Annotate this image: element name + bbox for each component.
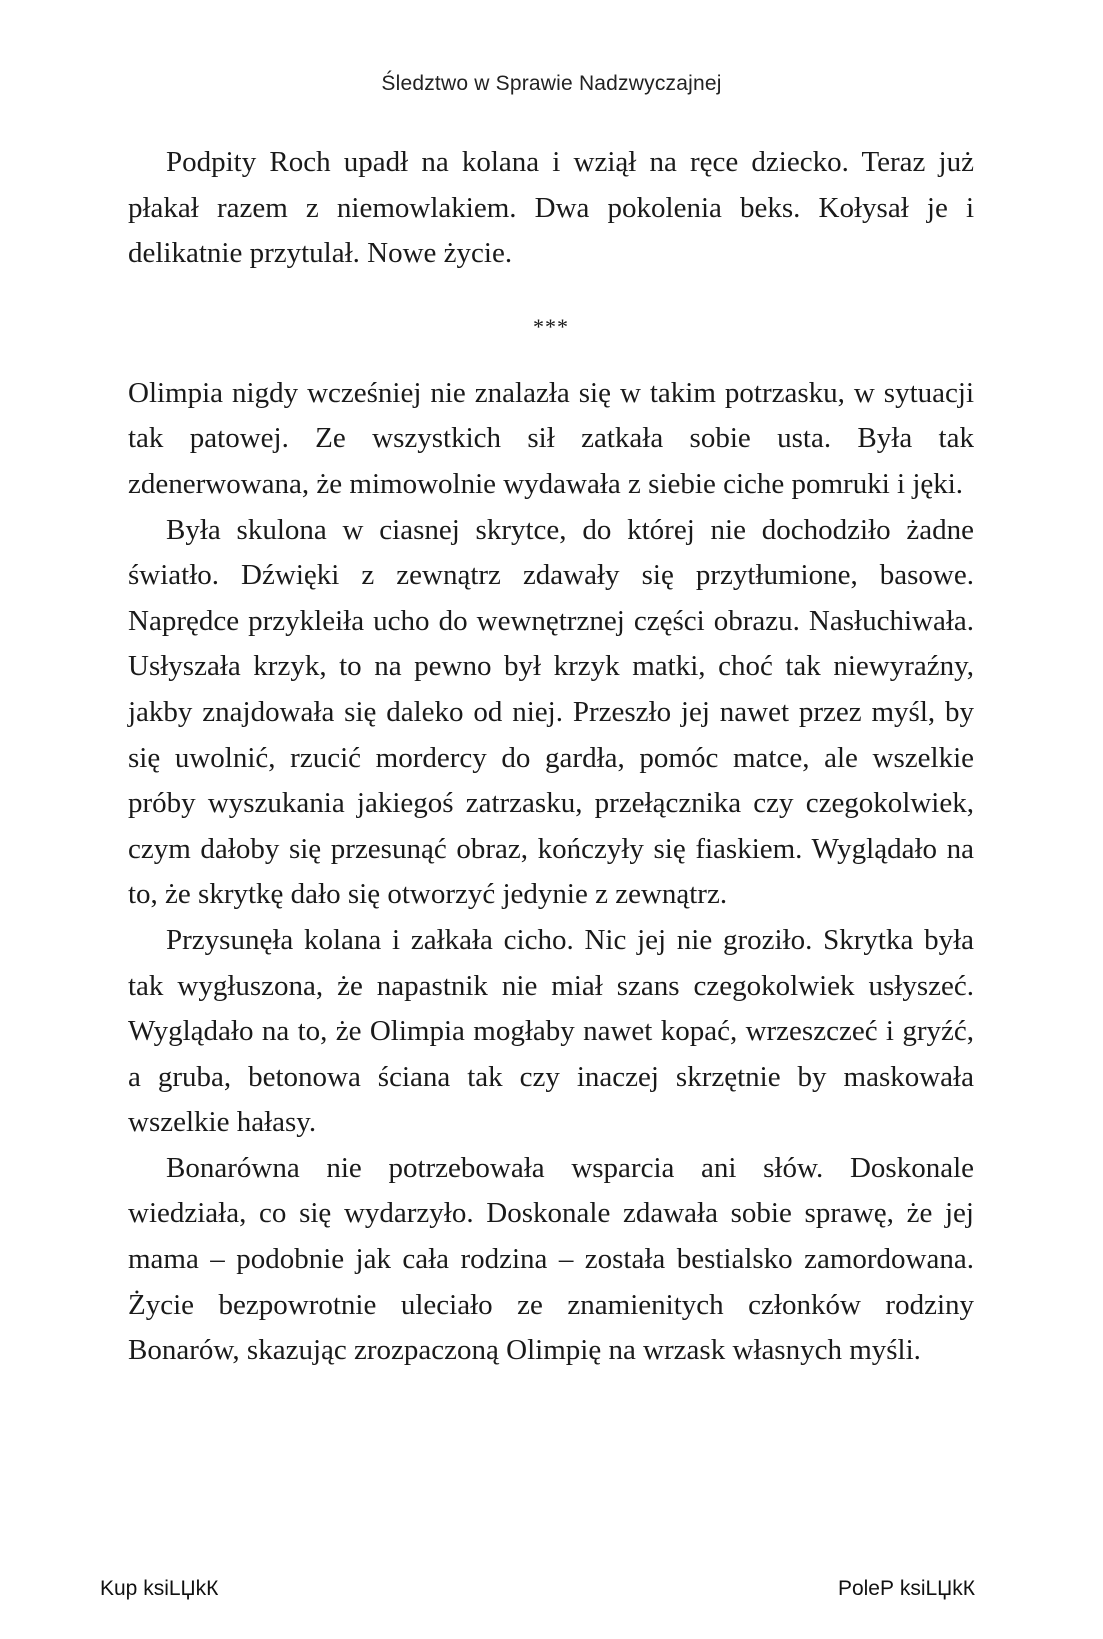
page-body (128, 140, 974, 1374)
scene-break: *** (533, 313, 569, 339)
paragraph: Olimpia nigdy wcześniej nie znalazła się w takim potrzasku, w sytuacji tak patowej. Ze wszystkich sił zatkała sobie usta. Była tak zdenerwowana, że mimowolnie wydawała z siebie ciche pomruki i jęki. (128, 376, 974, 500)
running-header: Śledztwo w Sprawie Nadzwyczajnej (381, 72, 722, 95)
paragraph: Podpity Roch upadł na kolana i wziął na ręce dziecko. Teraz już płakał razem z niemowlakiem. Dwa pokolenia beks. Kołysał je i delikatnie przytulał. Nowe życie. (128, 146, 974, 270)
buy-book-link[interactable]: Kup ksiLЏkК (100, 1577, 219, 1600)
paragraph: Bonarówna nie potrzebowała wsparcia ani słów. Doskonale wiedziała, co się wydarzyło. Doskonale zdawała sobie sprawę, że jej mama – podobnie jak cała rodzina – została bestialsko zamordowana. Życie bezpowrotnie uleciało ze znamienitych członków rodziny Bonarów, skazując zrozpaczoną Olimpię na wrzask własnych myśli. (128, 1151, 974, 1367)
paragraph: Przysunęła kolana i załkała cicho. Nic jej nie groziło. Skrytka była tak wygłuszona, że napastnik nie miał szans czegokolwiek usłyszeć. Wyglądało na to, że Olimpia mogłaby nawet kopać, wrzeszczeć i gryźć, a gruba, betonowa ściana tak czy inaczej skrzętnie by maskowała wszelkie hałasy. (128, 923, 974, 1139)
recommend-book-link[interactable]: PoleР ksiLЏkК (837, 1577, 975, 1600)
paragraph: Była skulona w ciasnej skrytce, do której nie dochodziło żadne światło. Dźwięki z zewnątrz zdawały się przytłumione, basowe. Naprędce przykleiła ucho do wewnętrznej części obrazu. Nasłuchiwała. Usłyszała krzyk, to na pewno był krzyk matki, choć tak niewyraźny, jakby znajdowała się daleko od niej. Przeszło jej nawet przez myśl, by się uwolnić, rzucić mordercy do gardła, pomóc matce, ale wszelkie próby wyszukania jakiegoś zatrzasku, przełącznika czy czegokolwiek, czym dałoby się przesunąć obraz, kończyły się fiaskiem. Wyglądało na to, że skrytkę dało się otworzyć jedynie z zewnątrz. (128, 513, 974, 911)
